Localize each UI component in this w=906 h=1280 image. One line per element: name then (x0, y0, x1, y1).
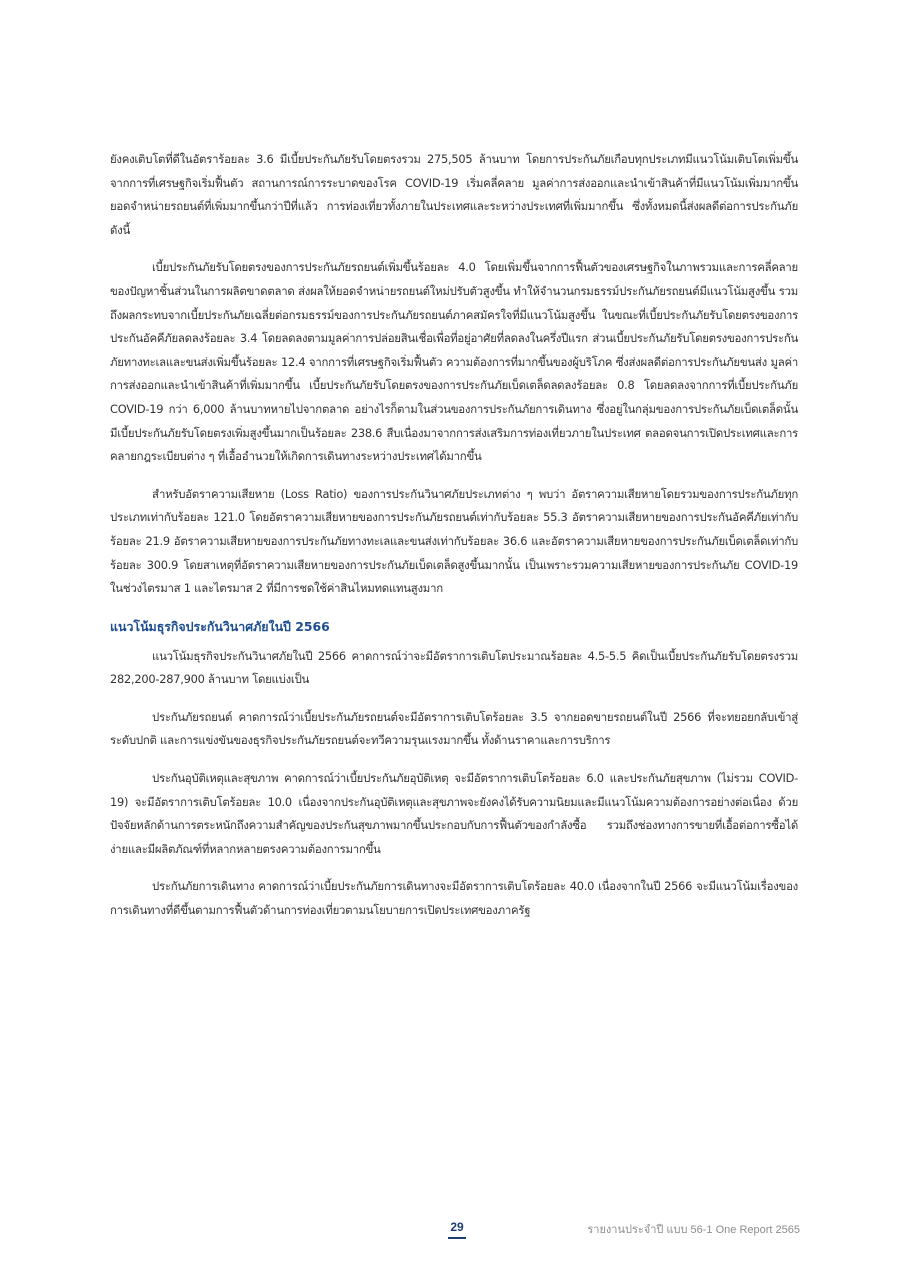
paragraph-accident-health-insurance: ประกันอุบัติเหตุและสุขภาพ คาดการณ์ว่าเบี้ยประกันภัยอุบัติเหตุ จะมีอัตราการเติบโตร้อยละ 6.0 และประกันภัยสุขภาพ (ไม่รวม COVID-19) จะมีอัตราการเติบโตร้อยละ 10.0 เนื่องจากประกันอุบัติเหตุและสุขภาพจะยังคงได้รับความนิยมและมีแนวโน้มความต้องการอย่างต่อเนื่อง ด้วยปัจจัยหลักด้านการตระหนักถึงความสำคัญของประกันสุขภาพมากขึ้นประกอบกับการฟื้นตัวของกำลังซื้อ รวมถึงช่องทางการขายที่เอื้อต่อการซื้อได้ง่ายและมีผลิตภัณฑ์ที่หลากหลายตรงความต้องการมากขึ้น (110, 771, 798, 856)
page-footer (0, 1216, 906, 1246)
paragraph-motor-insurance: ประกันภัยรถยนต์ คาดการณ์ว่าเบี้ยประกันภัยรถยนต์จะมีอัตราการเติบโตร้อยละ 3.5 จากยอดขายรถยนต์ในปี 2566 ที่จะทยอยกลับเข้าสู่ระดับปกติ และการแข่งขันของธุรกิจประกันภัยรถยนต์จะทวีความรุนแรงมากขึ้น ทั้งด้านราคาและการบริการ (110, 709, 798, 748)
page-number-underline (448, 1237, 466, 1239)
paragraph-outlook-overview: แนวโน้มธุรกิจประกันวินาศภัยในปี 2566 คาดการณ์ว่าจะมีอัตราการเติบโตประมาณร้อยละ 4.5-5.5 คิดเป็นเบี้ยประกันภัยรับโดยตรงรวม 282,200-287,900 ล้านบาท โดยแบ่งเป็น (110, 648, 798, 687)
report-body (110, 148, 798, 937)
paragraph-travel-insurance: ประกันภัยการเดินทาง คาดการณ์ว่าเบี้ยประกันภัยการเดินทางจะมีอัตราการเติบโตร้อยละ 40.0 เนื่องจากในปี 2566 จะมีแนวโน้มเรื่องของการเดินทางที่ดีขึ้นตามการฟื้นตัวด้านการท่องเที่ยวตามนโยบายการเปิดประเทศของภาครัฐ (110, 879, 798, 918)
paragraph-premium-growth: ยังคงเติบโตที่ดีในอัตราร้อยละ 3.6 มีเบี้ยประกันภัยรับโดยตรงรวม 275,505 ล้านบาท โดยการประกันภัยเกือบทุกประเภทมีแนวโน้มเติบโตเพิ่มขึ้นจากการที่เศรษฐกิจเริ่มฟื้นตัว สถานการณ์การระบาดของโรค COVID-19 เริ่มคลี่คลาย มูลค่าการส่งออกและนำเข้าสินค้าที่มีแนวโน้มเพิ่มมากขึ้น ยอดจำหน่ายรถยนต์ที่เพิ่มมากขึ้นกว่าปีที่แล้ว การท่องเที่ยวทั้งภายในประเทศและระหว่างประเทศที่เพิ่มมากขึ้น ซึ่งทั้งหมดนี้ส่งผลดีต่อการประกันภัยดังนี้ (110, 152, 798, 237)
paragraph-premium-by-line: เบี้ยประกันภัยรับโดยตรงของการประกันภัยรถยนต์เพิ่มขึ้นร้อยละ 4.0 โดยเพิ่มขึ้นจากการฟื้นตัวของเศรษฐกิจในภาพรวมและการคลี่คลายของปัญหาชิ้นส่วนในการผลิตขาดตลาด ส่งผลให้ยอดจำหน่ายรถยนต์ใหม่ปรับตัวสูงขึ้น ทำให้จำนวนกรมธรรม์ประกันภัยรถยนต์มีแนวโน้มสูงขึ้น รวมถึงผลกระทบจากเบี้ยประกันภัยเฉลี่ยต่อกรมธรรม์ของการประกันภัยรถยนต์ภาคสมัครใจที่มีแนวโน้มสูงขึ้น ในขณะที่เบี้ยประกันภัยรับโดยตรงของการประกันอัคคีภัยลดลงร้อยละ 3.4 โดยลดลงตามมูลค่าการปล่อยสินเชื่อเพื่อที่อยู่อาศัยที่ลดลงในครึ่งปีแรก ส่วนเบี้ยประกันภัยรับโดยตรงของการประกันภัยทางทะเลและขนส่งเพิ่มขึ้นร้อยละ 12.4 จากการที่เศรษฐกิจเริ่มฟื้นตัว ความต้องการที่มากขึ้นของผู้บริโภค ซึ่งส่งผลดีต่อการประกันภัยขนส่ง มูลค่าการส่งออกและนำเข้าสินค้าที่เพิ่มมากขึ้น เบี้ยประกันภัยรับโดยตรงของการประกันภัยเบ็ดเตล็ดลดลงร้อยละ 0.8 โดยลดลงจากการที่เบี้ยประกันภัย COVID-19 กว่า 6,000 ล้านบาทหายไปจากตลาด อย่างไรก็ตามในส่วนของการประกันภัยการเดินทาง ซึ่งอยู่ในกลุ่มของการประกันภัยเบ็ดเตล็ดนั้น มีเบี้ยประกันภัยรับโดยตรงเพิ่มสูงขึ้นมากเป็นร้อยละ 238.6 สืบเนื่องมาจากการส่งเสริมการท่องเที่ยวภายในประเทศ ตลอดจนการเปิดประเทศและการคลายกฎระเบียบต่าง ๆ ที่เอื้ออำนวยให้เกิดการเดินทางระหว่างประเทศได้มากขึ้น (110, 260, 798, 464)
page-number: 29 (450, 1220, 464, 1234)
report-caption: รายงานประจำปี แบบ 56-1 One Report 2565 (587, 1224, 800, 1236)
paragraph-loss-ratio: สำหรับอัตราความเสียหาย (Loss Ratio) ของการประกันวินาศภัยประเภทต่าง ๆ พบว่า อัตราความเสียหายโดยรวมของการประกันภัยทุกประเภทเท่ากับร้อยละ 121.0 โดยอัตราความเสียหายของการประกันภัยรถยนต์เท่ากับร้อยละ 55.3 อัตราความเสียหายของการประกันอัคคีภัยเท่ากับร้อยละ 21.9 อัตราความเสียหายของการประกันภัยทางทะเลและขนส่งเท่ากับร้อยละ 36.6 และอัตราความเสียหายของการประกันภัยเบ็ดเตล็ดเท่ากับร้อยละ 300.9 โดยสาเหตุที่อัตราความเสียหายของการประกันภัยเบ็ดเตล็ดสูงขึ้นมากนั้น เป็นเพราะรวมความเสียหายของการประกันภัย COVID-19 ในช่วงไตรมาส 1 และไตรมาส 2 ที่มีการชดใช้ค่าสินไหมทดแทนสูงมาก (110, 486, 798, 596)
section-heading-outlook-2566: แนวโน้มธุรกิจประกันวินาศภัยในปี 2566 (110, 618, 330, 634)
